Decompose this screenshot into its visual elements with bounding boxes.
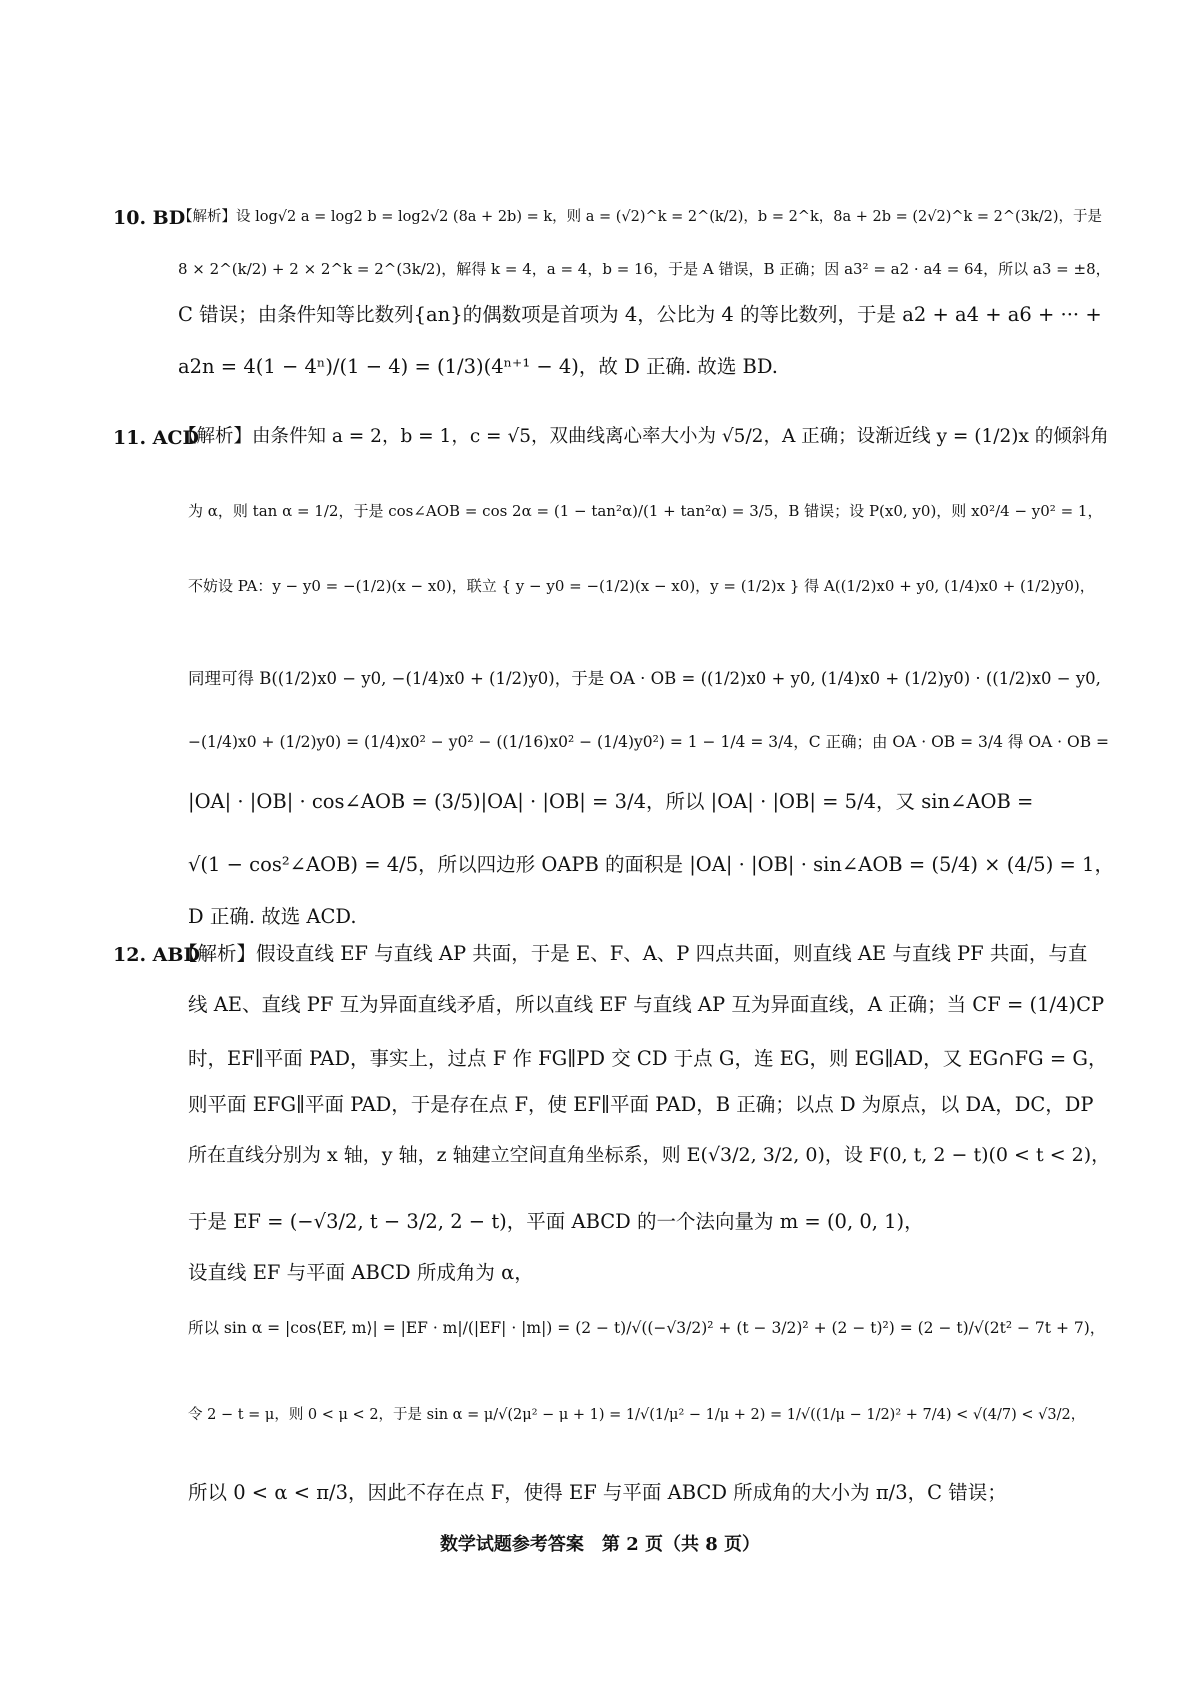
solution-line: 设直线 EF 与平面 ABCD 所成角为 α， — [188, 1261, 534, 1284]
solution-line: a2n = 4(1 − 4ⁿ)/(1 − 4) = (1/3)(4ⁿ⁺¹ − 4)，故 D 正确. 故选 BD. — [178, 355, 779, 378]
solution-line: 线 AE、直线 PF 互为异面直线矛盾，所以直线 EF 与直线 AP 互为异面直线，A 正确；当 CF = (1/4)CP — [188, 993, 1105, 1016]
solution-line: 8 × 2^(k/2) + 2 × 2^k = 2^(3k/2)，解得 k = 4，a = 4，b = 16，于是 A 错误，B 正确；因 a3² = a2 · a4 = 64，所以 a3 = ±8， — [178, 260, 1111, 278]
solution-line: 时，EF∥平面 PAD，事实上，过点 F 作 FG∥PD 交 CD 于点 G，连 EG，则 EG∥AD，又 EG∩FG = G， — [188, 1047, 1108, 1070]
solution-line: 则平面 EFG∥平面 PAD，于是存在点 F，使 EF∥平面 PAD，B 正确；以点 D 为原点，以 DA，DC，DP — [188, 1093, 1094, 1116]
solution-line: √(1 − cos²∠AOB) = 4/5，所以四边形 OAPB 的面积是 |OA| · |OB| · sin∠AOB = (5/4) × (4/5) = 1， — [188, 853, 1114, 876]
solution-number: 12. ABD — [113, 944, 200, 966]
solution-line: 所以 0 < α < π/3，因此不存在点 F，使得 EF 与平面 ABCD 所成角的大小为 π/3，C 错误； — [188, 1481, 1007, 1504]
solution-line: D 正确. 故选 ACD. — [188, 905, 357, 928]
solution-line: 不妨设 PA：y − y0 = −(1/2)(x − x0)，联立 { y − y0 = −(1/2)(x − x0)，y = (1/2)x } 得 A((1/2)x0 + y0, (1/4)x0 + (1/2)y0)， — [188, 577, 1095, 595]
solution-line: 于是 EF = (−√3/2, t − 3/2, 2 − t)，平面 ABCD 的一个法向量为 m = (0, 0, 1)， — [188, 1210, 924, 1233]
solution-line: 为 α，则 tan α = 1/2，于是 cos∠AOB = cos 2α = (1 − tan²α)/(1 + tan²α) = 3/5，B 错误；设 P(x0, y0)，则 x0²/4 − y0² = 1， — [188, 502, 1103, 520]
solution-line: |OA| · |OB| · cos∠AOB = (3/5)|OA| · |OB| = 3/4，所以 |OA| · |OB| = 5/4，又 sin∠AOB = — [188, 790, 1034, 813]
solution-line: 所以 sin α = |cos⟨EF, m⟩| = |EF · m|/(|EF| · |m|) = (2 − t)/√((−√3/2)² + (t − 3/2)² + (2 − t)²) = (2 − t)/√(2t² − 7t + 7)， — [188, 1319, 1106, 1337]
solution-line: 【解析】由条件知 a = 2，b = 1，c = √5，双曲线离心率大小为 √5/2，A 正确；设渐近线 y = (1/2)x 的倾斜角 — [178, 426, 1109, 447]
solution-line: 【解析】设 log√2 a = log2 b = log2√2 (8a + 2b) = k，则 a = (√2)^k = 2^(k/2)，b = 2^k，8a + 2b = (2√2)^k = 2^(3k/2)，于是 — [178, 209, 1102, 225]
solution-line: C 错误；由条件知等比数列{an}的偶数项是首项为 4，公比为 4 的等比数列，于是 a2 + a4 + a6 + ··· + — [178, 303, 1102, 326]
page-footer: 数学试题参考答案 第 2 页（共 8 页） — [439, 1534, 761, 1555]
solution-line: −(1/4)x0 + (1/2)y0) = (1/4)x0² − y0² − ((1/16)x0² − (1/4)y0²) = 1 − 1/4 = 3/4，C 正确；由 OA · OB = 3/4 得 OA · OB = — [188, 733, 1110, 751]
solution-line: 令 2 − t = μ，则 0 < μ < 2，于是 sin α = μ/√(2μ² − μ + 1) = 1/√(1/μ² − 1/μ + 2) = 1/√((1/μ − 1/2)² + 7/4) < √(4/7) < √3/2， — [188, 1407, 1086, 1423]
solution-line: 【解析】假设直线 EF 与直线 AP 共面，于是 E、F、A、P 四点共面，则直线 AE 与直线 PF 共面，与直 — [178, 942, 1088, 965]
solution-number: 11. ACD — [113, 427, 200, 449]
solution-line: 所在直线分别为 x 轴，y 轴，z 轴建立空间直角坐标系，则 E(√3/2, 3/2, 0)，设 F(0, t, 2 − t)(0 < t < 2)， — [188, 1144, 1111, 1166]
solution-number: 10. BD — [113, 207, 186, 229]
solution-line: 同理可得 B((1/2)x0 − y0, −(1/4)x0 + (1/2)y0)，于是 OA · OB = ((1/2)x0 + y0, (1/4)x0 + (1/2)y0) · ((1/2)x0 − y0, — [188, 669, 1101, 688]
